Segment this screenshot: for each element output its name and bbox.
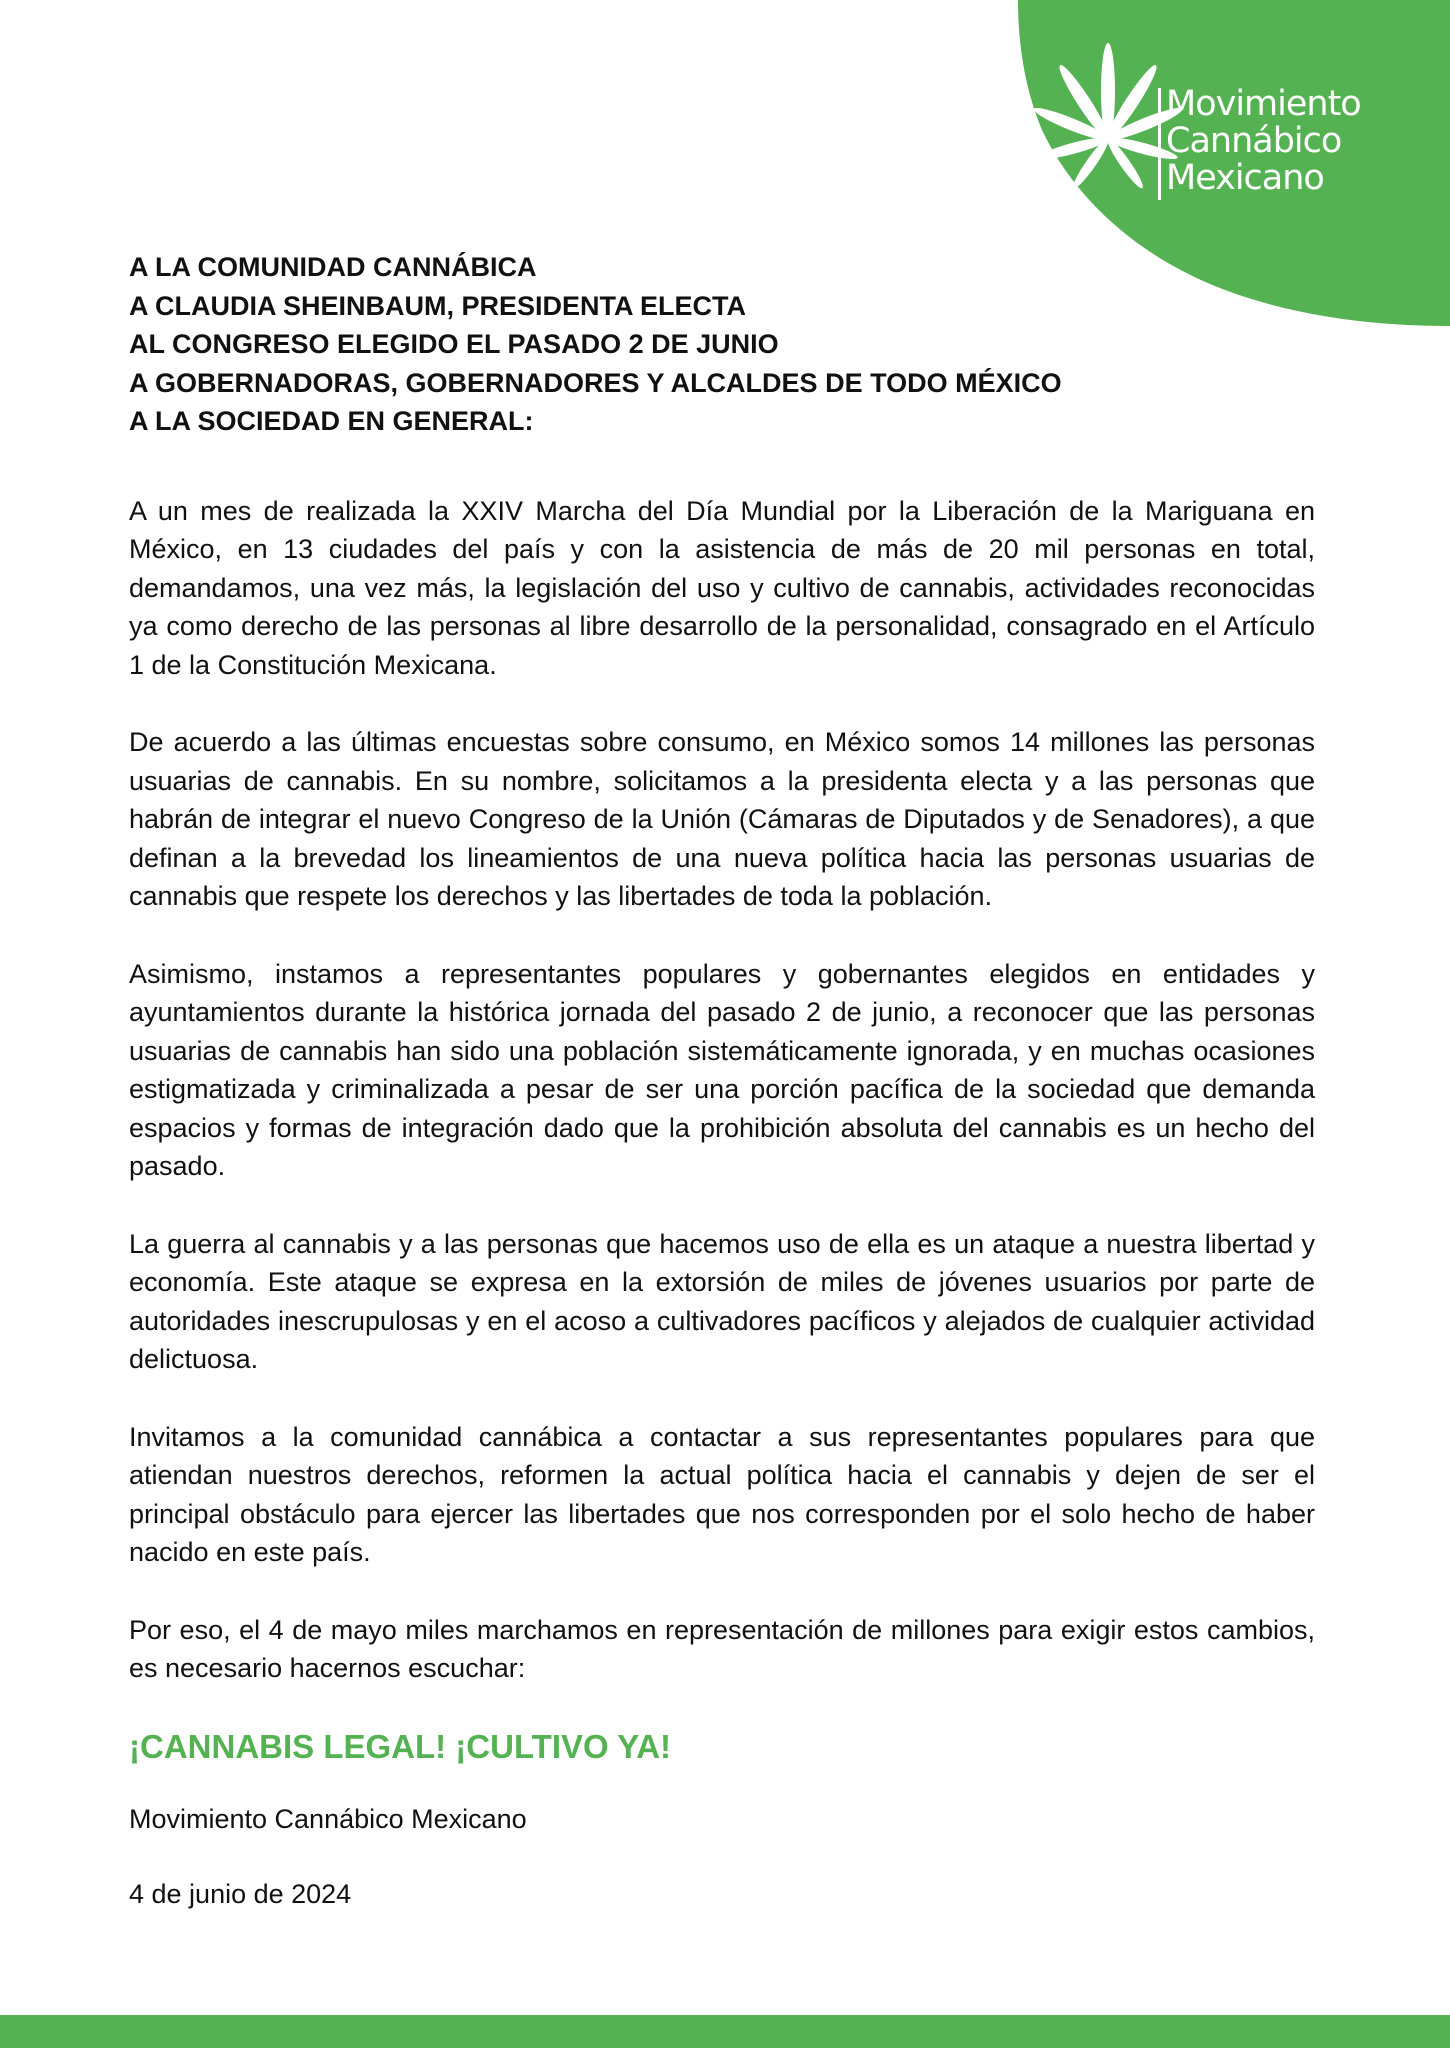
letter-body: [129, 248, 1315, 1951]
brand-name: [1166, 86, 1361, 197]
salutation-line: AL CONGRESO ELEGIDO EL PASADO 2 DE JUNIO: [129, 329, 779, 359]
letter-salutation: [129, 248, 1315, 441]
salutation-line: A LA COMUNIDAD CANNÁBICA: [129, 252, 537, 282]
signature: Movimiento Cannábico Mexicano: [129, 1803, 527, 1834]
letter-paragraph: Por eso, el 4 de mayo miles marchamos en representación de millones para exigir estos cambios, es necesario hacernos escuchar:: [129, 1614, 1315, 1683]
footer-bar: [0, 2015, 1450, 2048]
brand-name-line: Movimiento: [1166, 84, 1361, 124]
salutation-line: A CLAUDIA SHEINBAUM, PRESIDENTA ELECTA: [129, 290, 747, 321]
brand-name-line: Cannábico: [1166, 121, 1342, 161]
salutation-line: A GOBERNADORAS, GOBERNADORES Y ALCALDES DE TODO MÉXICO: [129, 367, 1062, 398]
slogan: ¡CANNABIS LEGAL! ¡CULTIVO YA!: [129, 1727, 672, 1765]
letter-paragraph: A un mes de realizada la XXIV Marcha del Día Mundial por la Liberación de la Mariguana en México, en 13 ciudades del país y con la asistencia de más de 20 mil personas en total, demandamos, una vez más, la legislación del uso y cultivo de cannabis, actividades reconocidas ya como derecho de las personas al libre desarrollo de la personalidad, consagrado en el Artículo 1 de la Constitución Mexicana.: [129, 495, 1315, 680]
letter-paragraph: La guerra al cannabis y a las personas que hacemos uso de ella es un ataque a nuestra libertad y economía. Este ataque se expresa en la extorsión de miles de jóvenes usuarios por parte de autoridades inescrupulosas y en el acoso a cultivadores pacíficos y alejados de cualquier actividad delictuosa.: [129, 1228, 1315, 1374]
salutation-line: A LA SOCIEDAD EN GENERAL:: [129, 406, 534, 436]
letter-date: 4 de junio de 2024: [129, 1879, 352, 1909]
letter-paragraph: Asimismo, instamos a representantes populares y gobernantes elegidos en entidades y ayuntamientos durante la histórica jornada del pasado 2 de junio, a reconocer que las personas usuarias de cannabis han sido una población sistemáticamente ignorada, y en muchas ocasiones estigmatizada y criminalizada a pesar de ser una porción pacífica de la sociedad que demanda espacios y formas de integración dado que la prohibición absoluta del cannabis es un hecho del pasado.: [129, 958, 1315, 1181]
brand-name-line: Mexicano: [1166, 158, 1324, 198]
letter-paragraph: Invitamos a la comunidad cannábica a contactar a sus representantes populares para que atiendan nuestros derechos, reformen la actual política hacia el cannabis y dejen de ser el principal obstáculo para ejercer las libertades que nos corresponden por el solo hecho de haber nacido en este país.: [129, 1421, 1315, 1567]
brand-divider: [1158, 88, 1161, 200]
letter-paragraph: De acuerdo a las últimas encuestas sobre consumo, en México somos 14 millones las personas usuarias de cannabis. En su nombre, solicitamos a la presidenta electa y a las personas que habrán de integrar el nuevo Congreso de la Unión (Cámaras de Diputados y de Senadores), a que definan a la brevedad los lineamientos de una nueva política hacia las personas usuarias de cannabis que respete los derechos y las libertades de toda la población.: [129, 727, 1315, 911]
